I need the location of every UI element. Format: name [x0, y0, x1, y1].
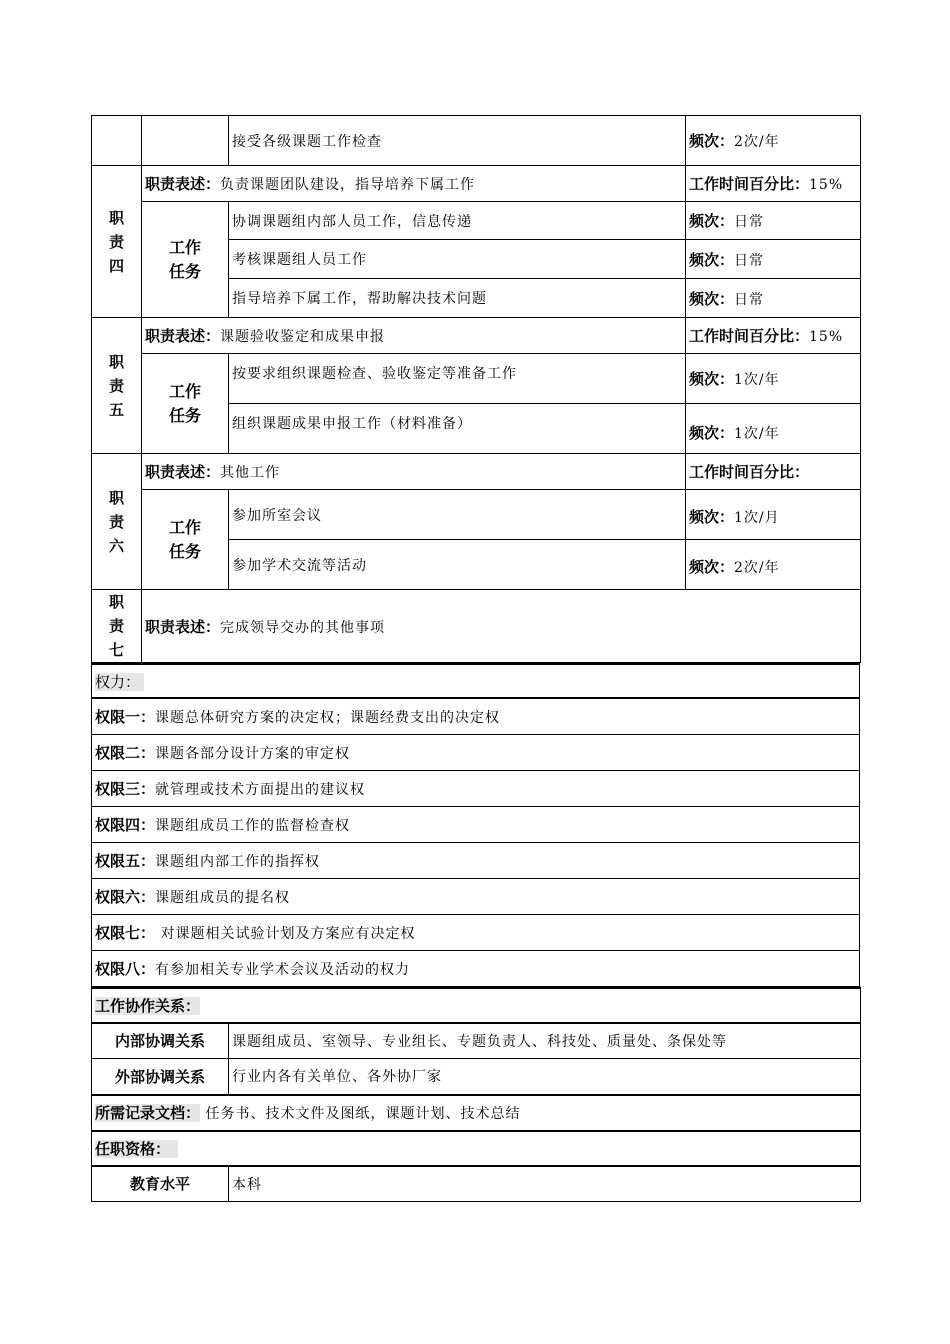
cooperation-heading-row — [92, 988, 861, 1023]
duty6-desc-cell: 职责表述：其他工作 — [142, 454, 686, 490]
side-cell — [92, 116, 142, 166]
duty4-task-label: 工作 任务 — [142, 202, 229, 318]
freq-cell: 频次：日常 — [686, 202, 861, 240]
duty5-pct-cell: 工作时间百分比：15% — [686, 318, 861, 354]
duty6-desc: 其他工作 — [220, 465, 281, 481]
qualification-heading: 任职资格： — [95, 1140, 178, 1158]
duty4-desc: 负责课题团队建设，指导培养下属工作 — [220, 177, 476, 193]
duty4-task-2: 考核课题组人员工作 — [229, 240, 686, 279]
duty5-desc-cell: 职责表述：课题验收鉴定和成果申报 — [142, 318, 686, 354]
duty7-side-label: 职 责 七 — [92, 590, 142, 663]
duty5-desc: 课题验收鉴定和成果申报 — [220, 329, 386, 345]
records-label: 所需记录文档： — [95, 1104, 201, 1122]
freq-cell: 频次：2次/年 — [686, 540, 861, 590]
authority-row: 权限六：课题组成员的提名权 — [92, 878, 860, 914]
freq-cell: 频次：日常 — [686, 240, 861, 279]
internal-label: 内部协调关系 — [92, 1023, 229, 1059]
records-value: 任务书、技术文件及图纸，课题计划、技术总结 — [200, 1106, 521, 1122]
duty4-pct-cell — [686, 166, 861, 202]
external-value: 行业内各有关单位、各外协厂家 — [229, 1059, 861, 1095]
freq-cell — [686, 116, 861, 166]
authority-row: 权限二：课题各部分设计方案的审定权 — [92, 734, 860, 770]
authority-row: 权限七： 对课题相关试验计划及方案应有决定权 — [92, 914, 860, 950]
authority-table — [91, 663, 860, 987]
duty7-desc: 完成领导交办的其他事项 — [220, 619, 386, 636]
duty6-task-label: 工作 任务 — [142, 490, 229, 590]
freq-cell: 频次：1次/年 — [686, 354, 861, 404]
duty5-side-label: 职 责 五 — [92, 318, 142, 454]
qualification-heading-row — [92, 1131, 861, 1166]
duty4-task-1: 协调课题组内部人员工作，信息传递 — [229, 202, 686, 240]
authority-heading: 权力： — [95, 673, 144, 691]
authority-row: 权限一：课题总体研究方案的决定权；课题经费支出的决定权 — [92, 698, 860, 734]
duty4-side-label: 职 责 四 — [92, 166, 142, 318]
duty5-desc-row — [92, 318, 861, 354]
authority-heading-row — [92, 664, 860, 698]
freq-value: 2次/年 — [734, 134, 780, 150]
authority-row: 权限五：课题组内部工作的指挥权 — [92, 842, 860, 878]
duty5-task-2: 组织课题成果申报工作（材料准备） — [229, 404, 686, 454]
internal-coordination-row — [92, 1023, 861, 1059]
duty5-pct: 15% — [809, 329, 844, 345]
desc-label: 职责表述： — [145, 175, 221, 193]
duty7-row — [92, 590, 861, 663]
education-row — [92, 1166, 861, 1202]
duty6-task-row — [92, 490, 861, 540]
freq-label: 频次： — [689, 132, 735, 150]
task-label-cell — [142, 116, 229, 166]
duty4-task-row — [92, 202, 861, 240]
duty5-task-row — [92, 354, 861, 404]
duty-prev-task-row — [92, 116, 861, 166]
duty4-task-3: 指导培养下属工作，帮助解决技术问题 — [229, 279, 686, 318]
duty7-desc-cell: 职责表述：完成领导交办的其他事项 — [142, 590, 861, 663]
freq-cell: 频次：1次/年 — [686, 404, 861, 454]
duty4-pct: 15% — [809, 177, 844, 193]
external-coordination-row — [92, 1059, 861, 1095]
education-value: 本科 — [229, 1166, 861, 1202]
education-label: 教育水平 — [92, 1166, 229, 1202]
freq-cell: 频次：1次/月 — [686, 490, 861, 540]
records-row — [92, 1095, 861, 1131]
duty6-desc-row — [92, 454, 861, 490]
external-label: 外部协调关系 — [92, 1059, 229, 1095]
authority-row: 权限八：有参加相关专业学术会议及活动的权力 — [92, 950, 860, 986]
freq-cell: 频次：日常 — [686, 279, 861, 318]
duty5-task-1: 按要求组织课题检查、验收鉴定等准备工作 — [229, 354, 686, 404]
job-description-page — [91, 115, 860, 1202]
duty6-task-1: 参加所室会议 — [229, 490, 686, 540]
authority-row: 权限四：课题组成员工作的监督检查权 — [92, 806, 860, 842]
cooperation-heading: 工作协作关系： — [95, 996, 201, 1015]
duties-table — [91, 115, 861, 663]
pct-label: 工作时间百分比： — [689, 175, 810, 193]
authority-row: 权限三：就管理或技术方面提出的建议权 — [92, 770, 860, 806]
task-text: 接受各级课题工作检查 — [229, 116, 686, 166]
duty6-task-2: 参加学术交流等活动 — [229, 540, 686, 590]
internal-value: 课题组成员、室领导、专业组长、专题负责人、科技处、质量处、条保处等 — [229, 1023, 861, 1059]
duty4-desc-cell — [142, 166, 686, 202]
duty6-pct-cell: 工作时间百分比： — [686, 454, 861, 490]
duty6-side-label: 职 责 六 — [92, 454, 142, 590]
cooperation-table — [91, 987, 861, 1203]
duty4-desc-row — [92, 166, 861, 202]
duty5-task-label: 工作 任务 — [142, 354, 229, 454]
